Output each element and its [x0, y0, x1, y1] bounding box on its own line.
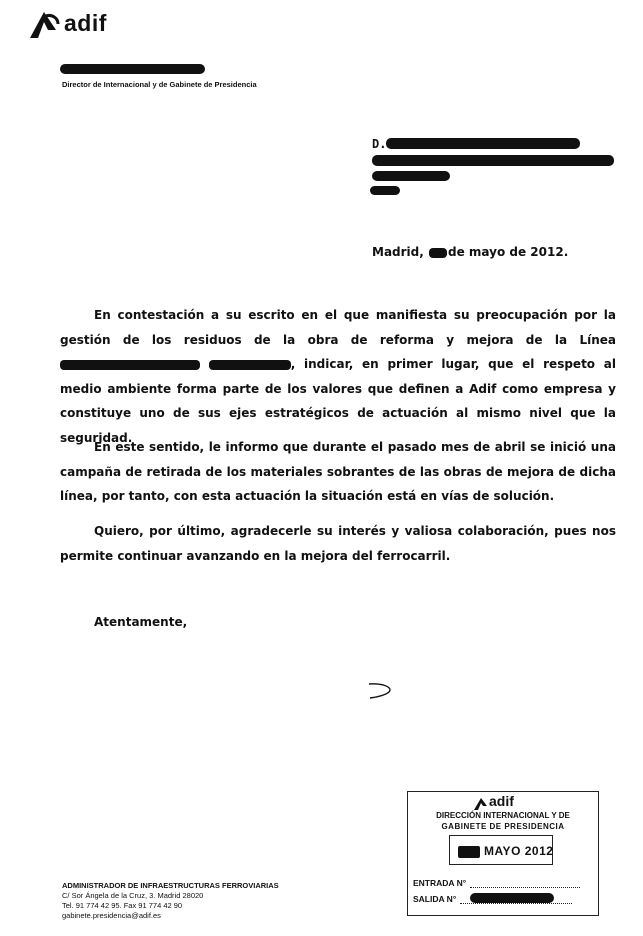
date-rest: de mayo de 2012. [448, 245, 569, 259]
paragraph-1-part-b: , indicar, en primer lugar, que el respeto al medio ambiente forma parte de los valores que definen a Adif como empresa y constituye uno de sus ejes estratégicos de actuación al mismo nivel que la seguridad. [60, 357, 616, 445]
footer-email: gabinete.presidencia@adif.es [62, 911, 161, 920]
footer-phone: Tel. 91 774 42 95. Fax 91 774 42 90 [62, 901, 183, 910]
stamp-date: MAYO 2012 [484, 844, 554, 858]
redacted-line-name-1 [60, 360, 200, 370]
redacted-recipient-line-3 [372, 171, 450, 181]
stamp-line-1: DIRECCIÓN INTERNACIONAL Y DE [436, 811, 570, 820]
recipient-prefix: D. [372, 137, 387, 151]
footer-street: C/ Sor Ángela de la Cruz, 3. Madrid 28020 [62, 891, 204, 900]
redacted-salida-number [470, 893, 554, 903]
footer-address [62, 881, 279, 921]
stamp-logo-text: adif [489, 793, 514, 809]
redacted-sender-name [60, 64, 205, 74]
stamp-entrada-dots [470, 880, 580, 888]
stamp-entrada [413, 878, 580, 888]
date-line [372, 245, 568, 259]
redacted-recipient-line-4 [370, 186, 400, 195]
paragraph-3: Quiero, por último, agradecerle su interés y valiosa colaboración, pues nos permite continuar avanzando en la mejora del ferrocarril. [60, 524, 616, 563]
paragraph-1-part-a: En contestación a su escrito en el que manifiesta su preocupación por la gestión de los residuos de la obra de reforma y mejora de la Línea [60, 308, 616, 347]
closing: Atentamente, [94, 615, 188, 629]
redacted-stamp-day [458, 846, 480, 858]
stamp-entrada-label: ENTRADA N° [413, 878, 467, 888]
paragraph-1 [60, 303, 616, 450]
stamp-salida-label: SALIDA N° [413, 894, 457, 904]
stamp-line-2: GABINETE DE PRESIDENCIA [441, 822, 565, 831]
redacted-line-name-2 [209, 360, 291, 370]
signature-mark-icon [366, 680, 396, 702]
date-city: Madrid, [372, 245, 424, 259]
redacted-recipient-line-2 [372, 155, 614, 166]
sender-title: Director de Internacional y de Gabinete de Presidencia [62, 80, 257, 89]
logo-text: adif [64, 10, 107, 36]
footer-org: ADMINISTRADOR DE INFRAESTRUCTURAS FERROVIARIAS [62, 881, 279, 890]
paragraph-2: En este sentido, le informo que durante el pasado mes de abril se inició una campaña de retirada de los materiales sobrantes de las obras de mejora de dicha línea, por tanto, con esta actuación la situación está en vías de solución. [60, 440, 616, 503]
redacted-day [429, 248, 447, 258]
redacted-recipient-line-1 [386, 138, 580, 149]
